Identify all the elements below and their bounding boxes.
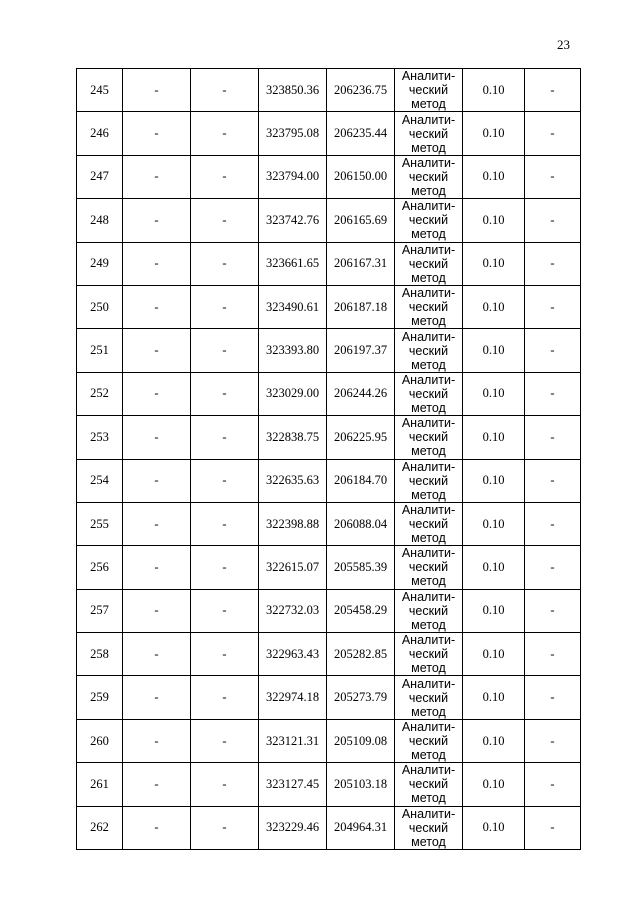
method-cell (395, 502, 463, 545)
accuracy-cell: 0.10 (463, 546, 525, 589)
table-row (77, 242, 581, 285)
point-number-cell: 250 (77, 285, 123, 328)
empty-cell: - (525, 285, 581, 328)
method-cell (395, 459, 463, 502)
x-coordinate-cell: 322635.63 (259, 459, 327, 502)
method-cell (395, 806, 463, 849)
method-line: метод (411, 140, 446, 155)
empty-cell: - (191, 589, 259, 632)
accuracy-cell: 0.10 (463, 763, 525, 806)
method-cell (395, 416, 463, 459)
empty-cell: - (191, 459, 259, 502)
method-line: ческий (408, 777, 449, 792)
method-line: ческий (408, 300, 449, 315)
empty-cell: - (123, 112, 191, 155)
empty-cell: - (525, 806, 581, 849)
point-number-cell: 252 (77, 372, 123, 415)
empty-cell: - (123, 285, 191, 328)
method-line: Аналити- (401, 155, 456, 170)
y-coordinate-cell: 205282.85 (327, 633, 395, 676)
point-number-cell: 262 (77, 806, 123, 849)
accuracy-cell: 0.10 (463, 199, 525, 242)
empty-cell: - (191, 329, 259, 372)
x-coordinate-cell: 323742.76 (259, 199, 327, 242)
method-line: метод (411, 704, 446, 719)
method-line: ческий (408, 820, 449, 835)
accuracy-cell: 0.10 (463, 329, 525, 372)
table-row (77, 459, 581, 502)
method-line: метод (411, 270, 446, 285)
method-line: ческий (408, 517, 449, 532)
empty-cell: - (123, 502, 191, 545)
empty-cell: - (123, 676, 191, 719)
method-line: ческий (408, 734, 449, 749)
method-line: метод (411, 227, 446, 242)
empty-cell: - (525, 589, 581, 632)
method-cell (395, 372, 463, 415)
empty-cell: - (123, 69, 191, 112)
accuracy-cell: 0.10 (463, 676, 525, 719)
y-coordinate-cell: 205273.79 (327, 676, 395, 719)
method-line: Аналити- (401, 242, 456, 257)
method-line: ческий (408, 83, 449, 98)
point-number-cell: 255 (77, 502, 123, 545)
empty-cell: - (525, 416, 581, 459)
empty-cell: - (191, 633, 259, 676)
method-line: Аналити- (401, 199, 456, 214)
method-line: Аналити- (401, 329, 456, 344)
method-line: Аналити- (401, 763, 456, 778)
method-line: ческий (408, 560, 449, 575)
y-coordinate-cell: 205458.29 (327, 589, 395, 632)
point-number-cell: 260 (77, 719, 123, 762)
empty-cell: - (525, 546, 581, 589)
method-line: метод (411, 487, 446, 502)
x-coordinate-cell: 323127.45 (259, 763, 327, 806)
point-number-cell: 258 (77, 633, 123, 676)
method-line: метод (411, 748, 446, 763)
method-cell (395, 676, 463, 719)
x-coordinate-cell: 323850.36 (259, 69, 327, 112)
page-number: 23 (557, 37, 570, 52)
method-cell (395, 719, 463, 762)
point-number-cell: 254 (77, 459, 123, 502)
table-row (77, 502, 581, 545)
table-row (77, 719, 581, 762)
empty-cell: - (123, 155, 191, 198)
table-row (77, 416, 581, 459)
empty-cell: - (525, 719, 581, 762)
table-row (77, 199, 581, 242)
method-cell (395, 199, 463, 242)
empty-cell: - (123, 719, 191, 762)
method-line: ческий (408, 169, 449, 184)
empty-cell: - (191, 199, 259, 242)
empty-cell: - (525, 112, 581, 155)
empty-cell: - (191, 372, 259, 415)
empty-cell: - (525, 372, 581, 415)
method-cell (395, 112, 463, 155)
method-cell (395, 589, 463, 632)
table-row (77, 69, 581, 112)
empty-cell: - (191, 242, 259, 285)
x-coordinate-cell: 323661.65 (259, 242, 327, 285)
method-line: метод (411, 183, 446, 198)
method-line: Аналити- (401, 459, 456, 474)
method-line: метод (411, 444, 446, 459)
method-line: Аналити- (401, 589, 456, 604)
accuracy-cell: 0.10 (463, 242, 525, 285)
empty-cell: - (123, 329, 191, 372)
empty-cell: - (123, 242, 191, 285)
point-number-cell: 261 (77, 763, 123, 806)
method-line: Аналити- (401, 286, 456, 301)
method-line: Аналити- (401, 806, 456, 821)
method-line: ческий (408, 690, 449, 705)
y-coordinate-cell: 206225.95 (327, 416, 395, 459)
method-line: Аналити- (401, 112, 456, 127)
empty-cell: - (525, 155, 581, 198)
method-line: ческий (408, 386, 449, 401)
empty-cell: - (191, 285, 259, 328)
empty-cell: - (191, 112, 259, 155)
method-line: Аналити- (401, 372, 456, 387)
accuracy-cell: 0.10 (463, 69, 525, 112)
empty-cell: - (525, 199, 581, 242)
empty-cell: - (525, 502, 581, 545)
method-line: метод (411, 97, 446, 112)
point-number-cell: 253 (77, 416, 123, 459)
empty-cell: - (123, 633, 191, 676)
x-coordinate-cell: 322615.07 (259, 546, 327, 589)
empty-cell: - (123, 589, 191, 632)
method-line: ческий (408, 430, 449, 445)
x-coordinate-cell: 323029.00 (259, 372, 327, 415)
method-line: метод (411, 661, 446, 676)
method-line: метод (411, 314, 446, 329)
method-line: Аналити- (401, 416, 456, 431)
table-row (77, 589, 581, 632)
x-coordinate-cell: 322398.88 (259, 502, 327, 545)
y-coordinate-cell: 206244.26 (327, 372, 395, 415)
method-cell (395, 329, 463, 372)
method-line: ческий (408, 603, 449, 618)
table-row (77, 763, 581, 806)
method-line: Аналити- (401, 503, 456, 518)
x-coordinate-cell: 322732.03 (259, 589, 327, 632)
point-number-cell: 246 (77, 112, 123, 155)
y-coordinate-cell: 206088.04 (327, 502, 395, 545)
empty-cell: - (123, 546, 191, 589)
method-line: метод (411, 574, 446, 589)
accuracy-cell: 0.10 (463, 633, 525, 676)
x-coordinate-cell: 322838.75 (259, 416, 327, 459)
accuracy-cell: 0.10 (463, 155, 525, 198)
empty-cell: - (123, 806, 191, 849)
empty-cell: - (525, 676, 581, 719)
y-coordinate-cell: 205109.08 (327, 719, 395, 762)
table-row (77, 155, 581, 198)
y-coordinate-cell: 206236.75 (327, 69, 395, 112)
y-coordinate-cell: 206187.18 (327, 285, 395, 328)
point-number-cell: 256 (77, 546, 123, 589)
method-line: ческий (408, 647, 449, 662)
point-number-cell: 259 (77, 676, 123, 719)
method-line: метод (411, 791, 446, 806)
table-row (77, 546, 581, 589)
accuracy-cell: 0.10 (463, 502, 525, 545)
y-coordinate-cell: 206197.37 (327, 329, 395, 372)
table-row (77, 633, 581, 676)
coordinates-table (76, 68, 581, 850)
x-coordinate-cell: 323490.61 (259, 285, 327, 328)
empty-cell: - (191, 546, 259, 589)
x-coordinate-cell: 323795.08 (259, 112, 327, 155)
empty-cell: - (525, 69, 581, 112)
empty-cell: - (123, 416, 191, 459)
empty-cell: - (191, 763, 259, 806)
method-line: ческий (408, 343, 449, 358)
y-coordinate-cell: 205103.18 (327, 763, 395, 806)
method-line: метод (411, 531, 446, 546)
x-coordinate-cell: 323229.46 (259, 806, 327, 849)
empty-cell: - (191, 416, 259, 459)
accuracy-cell: 0.10 (463, 285, 525, 328)
method-line: Аналити- (401, 69, 456, 84)
method-cell (395, 155, 463, 198)
method-line: метод (411, 400, 446, 415)
empty-cell: - (525, 763, 581, 806)
x-coordinate-cell: 323121.31 (259, 719, 327, 762)
accuracy-cell: 0.10 (463, 806, 525, 849)
empty-cell: - (123, 372, 191, 415)
table-row (77, 112, 581, 155)
x-coordinate-cell: 322963.43 (259, 633, 327, 676)
point-number-cell: 245 (77, 69, 123, 112)
empty-cell: - (191, 719, 259, 762)
y-coordinate-cell: 206235.44 (327, 112, 395, 155)
point-number-cell: 257 (77, 589, 123, 632)
table-row (77, 676, 581, 719)
y-coordinate-cell: 206167.31 (327, 242, 395, 285)
accuracy-cell: 0.10 (463, 112, 525, 155)
table-row (77, 806, 581, 849)
empty-cell: - (191, 155, 259, 198)
empty-cell: - (191, 676, 259, 719)
empty-cell: - (123, 763, 191, 806)
x-coordinate-cell: 322974.18 (259, 676, 327, 719)
table-row (77, 329, 581, 372)
y-coordinate-cell: 204964.31 (327, 806, 395, 849)
method-cell (395, 546, 463, 589)
table-row (77, 285, 581, 328)
y-coordinate-cell: 206150.00 (327, 155, 395, 198)
method-line: метод (411, 357, 446, 372)
accuracy-cell: 0.10 (463, 416, 525, 459)
table-row (77, 372, 581, 415)
method-line: метод (411, 617, 446, 632)
method-line: ческий (408, 473, 449, 488)
point-number-cell: 247 (77, 155, 123, 198)
accuracy-cell: 0.10 (463, 372, 525, 415)
method-line: ческий (408, 256, 449, 271)
method-cell (395, 633, 463, 676)
accuracy-cell: 0.10 (463, 459, 525, 502)
method-cell (395, 285, 463, 328)
y-coordinate-cell: 205585.39 (327, 546, 395, 589)
point-number-cell: 248 (77, 199, 123, 242)
x-coordinate-cell: 323794.00 (259, 155, 327, 198)
empty-cell: - (525, 633, 581, 676)
empty-cell: - (123, 459, 191, 502)
method-line: метод (411, 834, 446, 849)
empty-cell: - (525, 459, 581, 502)
accuracy-cell: 0.10 (463, 589, 525, 632)
y-coordinate-cell: 206165.69 (327, 199, 395, 242)
method-cell (395, 763, 463, 806)
point-number-cell: 249 (77, 242, 123, 285)
empty-cell: - (525, 242, 581, 285)
y-coordinate-cell: 206184.70 (327, 459, 395, 502)
method-line: ческий (408, 213, 449, 228)
empty-cell: - (191, 806, 259, 849)
point-number-cell: 251 (77, 329, 123, 372)
method-cell (395, 69, 463, 112)
method-line: Аналити- (401, 676, 456, 691)
method-line: Аналити- (401, 546, 456, 561)
empty-cell: - (191, 69, 259, 112)
empty-cell: - (191, 502, 259, 545)
method-line: ческий (408, 126, 449, 141)
method-line: Аналити- (401, 720, 456, 735)
table-body (77, 69, 581, 850)
method-line: Аналити- (401, 633, 456, 648)
x-coordinate-cell: 323393.80 (259, 329, 327, 372)
empty-cell: - (123, 199, 191, 242)
accuracy-cell: 0.10 (463, 719, 525, 762)
method-cell (395, 242, 463, 285)
empty-cell: - (525, 329, 581, 372)
